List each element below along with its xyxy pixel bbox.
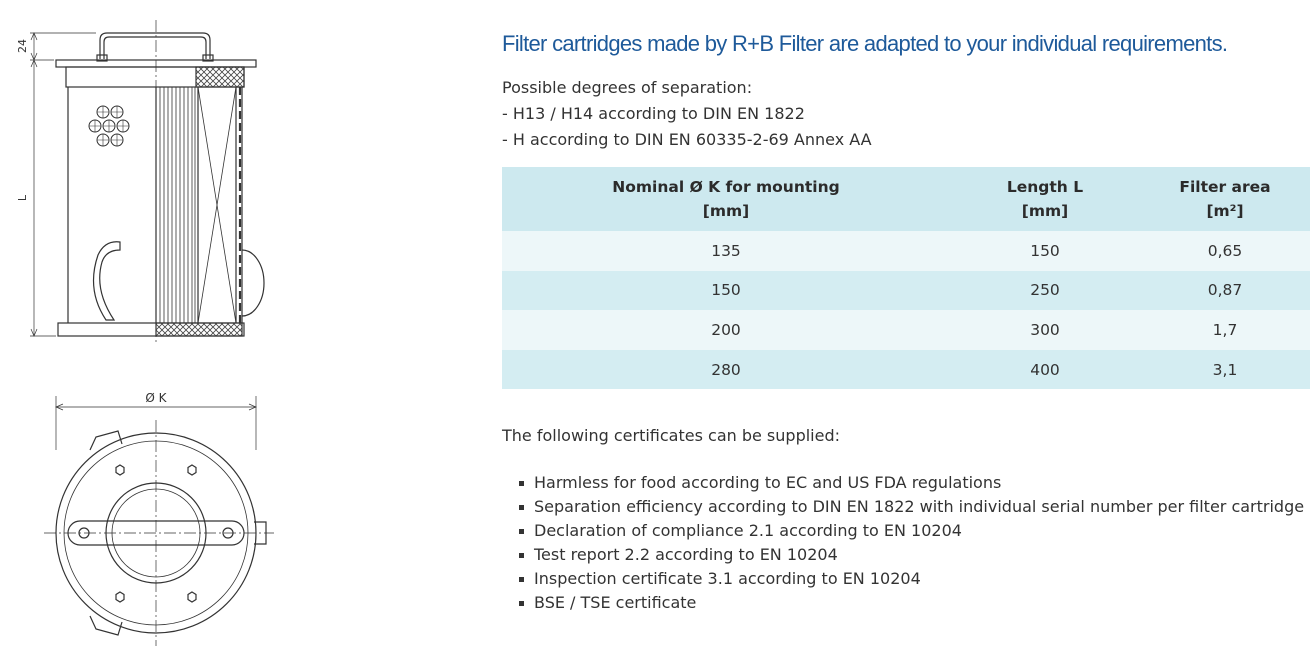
list-item: Harmless for food according to EC and US FDA regulations (512, 471, 1304, 495)
table-cell: 150 (502, 271, 950, 311)
table-cell: 1,7 (1140, 310, 1310, 350)
top-handle (97, 33, 213, 61)
table-cell: 280 (502, 350, 950, 390)
header-unit: [m²] (1206, 202, 1244, 220)
separation-item: - H according to DIN EN 60335-2-69 Annex AA (502, 130, 872, 149)
cartridge-body (68, 87, 264, 323)
table-cell: 0,65 (1140, 231, 1310, 271)
dimension-lines (30, 33, 256, 450)
list-item: BSE / TSE certificate (512, 591, 1304, 615)
column-header-diameter (502, 167, 950, 231)
table-row (502, 231, 1310, 271)
header-label: Length L (1006, 178, 1084, 196)
header-label: Filter area (1179, 178, 1271, 196)
dim-length-label: L (16, 194, 29, 202)
dim-height-label: 24 (16, 39, 29, 53)
table-cell: 250 (950, 271, 1140, 311)
separation-item: - H13 / H14 according to DIN EN 1822 (502, 104, 805, 123)
side-clip (94, 242, 121, 320)
bottom-ring (58, 323, 244, 336)
certificates-intro: The following certificates can be supplied: (502, 426, 840, 445)
filter-pleats (160, 87, 195, 323)
dim-diameter-label: Ø K (145, 391, 167, 405)
table-row (502, 350, 1310, 390)
table-cell: 0,87 (1140, 271, 1310, 311)
column-header-filter-area (1140, 167, 1310, 231)
table-row (502, 271, 1310, 311)
list-item: Separation efficiency according to DIN EN 1822 with individual serial number per filter cartridge (512, 495, 1304, 519)
table-row (502, 310, 1310, 350)
table-cell: 135 (502, 231, 950, 271)
separation-section (502, 75, 872, 153)
filter-cartridge-drawing (0, 0, 290, 664)
hole-pattern (89, 106, 129, 146)
table-cell: 150 (950, 231, 1140, 271)
table-cell: 200 (502, 310, 950, 350)
list-item: Test report 2.2 according to EN 10204 (512, 543, 1304, 567)
list-item: Inspection certificate 3.1 according to EN 10204 (512, 567, 1304, 591)
header-unit: [mm] (1021, 202, 1069, 220)
table-header-row (502, 167, 1310, 231)
page-title: Filter cartridges made by R+B Filter are adapted to your individual requirements. (502, 31, 1228, 56)
table-cell: 400 (950, 350, 1140, 390)
top-view (44, 420, 274, 646)
table-cell: 3,1 (1140, 350, 1310, 390)
header-label: Nominal Ø K for mounting (612, 178, 840, 196)
separation-intro: Possible degrees of separation: (502, 78, 753, 97)
column-header-length (950, 167, 1140, 231)
certificates-list (512, 471, 1304, 615)
list-item: Declaration of compliance 2.1 according to EN 10204 (512, 519, 1304, 543)
header-unit: [mm] (702, 202, 750, 220)
table-cell: 300 (950, 310, 1140, 350)
dimensions-table (502, 167, 1310, 389)
